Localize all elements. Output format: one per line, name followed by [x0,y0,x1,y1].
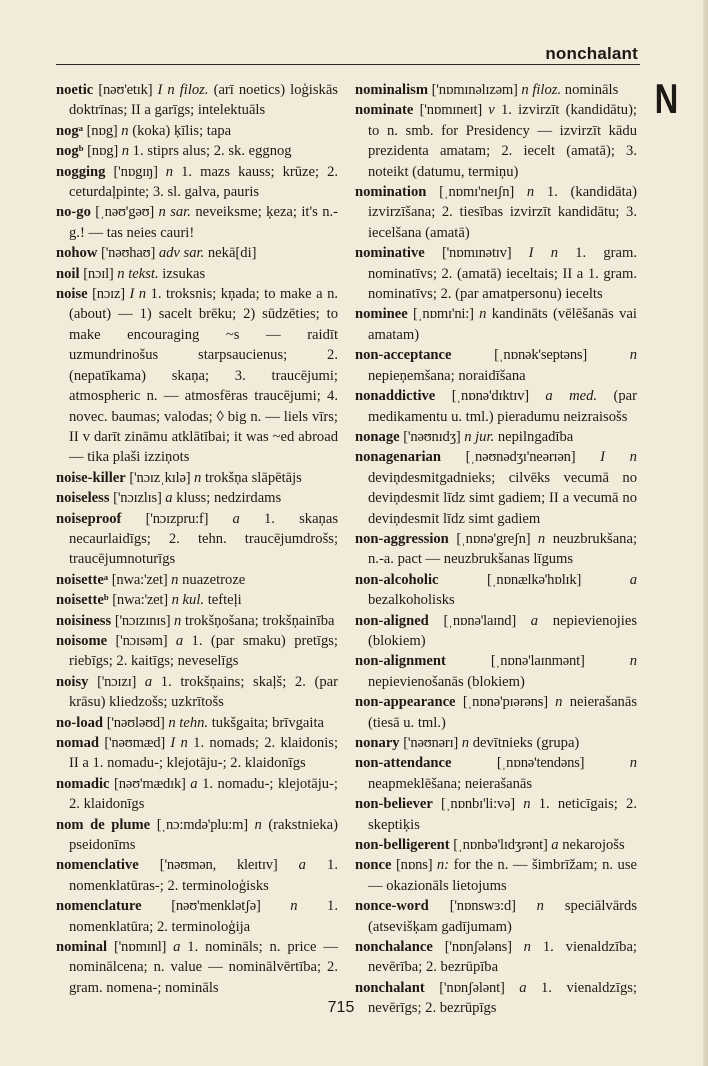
dictionary-entry [56,713,338,733]
part-of-speech: adv sar. [158,245,205,262]
dictionary-entry [355,447,637,529]
headword: non-belligerent [355,837,450,854]
left-column [56,80,338,998]
dictionary-entry [355,80,637,100]
dictionary-entry [56,509,338,570]
definition: 1. vienaldzīgs; nevērīgs; 2. bezrūpīgs [368,979,637,1017]
headword: non-aggression [355,530,449,547]
dictionary-entry [56,243,338,263]
definition: trokšņošana; trokšņainība [184,612,335,629]
part-of-speech: n [254,816,262,833]
pronunciation: ['nɔɪzpru:f] [145,510,209,527]
pronunciation: ['nəʊmæd] [104,735,166,751]
definition: 1. vienaldzība; nevērība; 2. bezrūpība [368,939,637,976]
part-of-speech: n [461,735,470,751]
definition: 1. nomenklatūra; 2. terminoloģija [69,898,338,935]
headword: nomenclature [56,898,142,915]
pronunciation: ['nɒgɪŋ] [113,163,158,180]
dictionary-entry [355,345,637,386]
part-of-speech: I n filoz. [157,82,209,98]
definition: neveiksme; ķeza; it's n.-g.! — tas neies cauri! [69,204,339,241]
definition: 1. gram. nominatīvs; 2. (amatā) ieceltais; II a 1. gram. nominatīvs; 2. (par amatpersonu) iecelts [368,245,638,303]
dictionary-entry [355,855,637,896]
part-of-speech: a [530,612,539,629]
part-of-speech: n [526,184,535,201]
pronunciation: [nəʊ'mædɪk] [114,775,186,792]
part-of-speech: I n [129,286,147,303]
headword: nominate [355,102,414,119]
headword: nominal [56,939,108,956]
headword: nomadic [56,775,110,792]
headword: noetic [56,82,94,98]
definition: (koka) ķīlis; tapa [132,122,232,139]
dictionary-entry [355,304,637,345]
definition: for the n. — šimbrīžam; n. use — okazionāls lietojums [368,857,637,894]
part-of-speech: n tehn. [168,714,209,731]
dictionary-entry [56,162,338,203]
headword: nonary [355,735,400,751]
pronunciation: [nɔɪl] [83,265,114,282]
pronunciation: ['nɒmɪneɪt] [419,102,482,119]
part-of-speech: n [629,653,637,670]
pronunciation: ['nəʊnɪdʒ] [403,428,461,445]
headword: noise [56,286,88,303]
running-head: nonchalant [545,44,638,63]
headword: nogᵇ [56,143,84,160]
headword: nogᵃ [56,122,83,139]
dictionary-entry [56,631,338,672]
pronunciation: ['nɔɪsəm] [115,632,168,649]
dictionary-entry [355,753,637,794]
dictionary-entry [355,937,637,978]
dictionary-entry [56,264,338,284]
definition: 1. izvirzīt (kandidātu); to n. smb. for Presidency — izvirzīt kādu prezidenta amatam; 2. iecelt (amatā); 3. noteikt (datumu, termiņu) [368,102,637,180]
pronunciation: [ˌnɒnək'septəns] [494,347,588,364]
pronunciation: [ˌnɒmɪ'ni:] [413,306,474,323]
definition: (rakstnieka) pseidonīms [69,816,339,854]
pronunciation: ['nɔɪzˌkɪlə] [129,469,191,486]
dictionary-entry [355,100,637,182]
definition: trokšņa slāpētājs [205,469,302,486]
definition: 1. trokšņains; skaļš; 2. (par krāsu) kliedzošs; uzkrītošs [69,673,338,711]
headword: nomenclative [56,857,139,874]
part-of-speech: n kul. [171,592,205,609]
definition: 1. neticīgais; 2. skeptiķis [368,796,638,833]
part-of-speech: n [171,571,179,588]
dictionary-entry [56,733,338,774]
part-of-speech: a [173,939,181,956]
dictionary-entry [355,529,637,570]
pronunciation: [ˌnɒnə'tendəns] [496,755,585,772]
pronunciation: ['nəʊhaʊ] [101,245,156,262]
headword: noil [56,265,80,282]
part-of-speech: v [488,102,495,119]
right-column [355,80,637,1019]
headword: noise-killer [56,469,126,486]
part-of-speech: a [232,510,240,527]
page-number: 715 [327,999,355,1016]
pronunciation: ['nɒmɪnəlɪzəm] [431,82,518,98]
part-of-speech: a [519,979,527,996]
dictionary-entry [355,182,637,243]
headword: nonce [355,857,392,874]
pronunciation: ['nəʊləʊd] [106,714,165,731]
headword: nohow [56,245,98,262]
pronunciation: ['nɒnswɜ:d] [449,898,516,915]
headword: nogging [56,163,106,180]
part-of-speech: n [629,347,637,364]
dictionary-entry [56,672,338,713]
dictionary-entry [355,835,637,855]
part-of-speech: a [298,857,306,874]
definition: tukšgaita; brīvgaita [211,714,324,731]
thumb-index-letter: N [654,75,678,122]
headword: no-go [56,204,91,221]
pronunciation: [ˌnɒnə'pɪərəns] [462,694,548,711]
headword: nonchalant [355,979,425,996]
part-of-speech: n [121,122,129,139]
part-of-speech: n: [436,857,450,874]
pronunciation: [ˌnɒnbə'lɪdʒrənt] [453,837,548,854]
pronunciation: ['nɔɪzɪ] [97,673,137,690]
definition: tefteļi [207,592,242,609]
dictionary-entry [56,80,338,121]
page-edge [703,0,708,1066]
headword: non-alignment [355,653,446,670]
definition: kluss; nedzirdams [176,490,282,507]
dictionary-entry [56,121,338,141]
headword: nonage [355,428,400,445]
headword: noisiness [56,612,112,629]
dictionary-entry [355,794,637,835]
headword: nominalism [355,82,428,98]
dictionary-entry [355,733,637,753]
part-of-speech: n jur. [464,428,495,445]
pronunciation: [ˌnɒnbɪ'li:və] [441,796,515,813]
definition: 1. nomadu-; klejotāju-; 2. klaidonīgs [69,775,338,813]
dictionary-entry [56,141,338,161]
headword: non-aligned [355,612,429,629]
definition: (par medikamentu u. tml.) pieradumu neizraisošs [368,388,637,425]
part-of-speech: n [165,163,174,180]
definition: nepievienojies (blokiem) [368,612,638,649]
dictionary-entry [355,386,637,427]
pronunciation: [nwa:'zet] [111,571,168,588]
headword: non-appearance [355,694,456,711]
pronunciation: ['nɒnʃələnt] [439,979,505,996]
headword: noisome [56,632,108,649]
headword: noiseless [56,490,110,507]
part-of-speech: a [190,775,198,792]
headword: nonagenarian [355,449,441,466]
dictionary-entry [355,692,637,733]
dictionary-entry [56,284,338,468]
pronunciation: [ˌnɒnə'greʃn] [456,530,531,547]
definition: neapmeklēšana; neierašanās [368,775,533,792]
part-of-speech: a [175,632,184,649]
dictionary-entry [56,855,338,896]
pronunciation: ['nɔɪzlɪs] [113,490,162,507]
definition: 1. troksnis; kņada; to make a n. (about) — 1) sacelt brēku; 2) sūdzēties; to make encouraging ~s — raidīt uzmundrinošus starpsaucienus; 2. (nepatīkama) skaņa; 3. traucējumi; atmospheric n. — atmosfēras traucējumi; 4. novec. baumas; valodas; ◊ big n. — liels vīrs; II v darīt zināmu atklātībai; it was ~ed abroad — tika plaši izziņots [69,286,339,466]
header-rule [56,64,640,65]
pronunciation: [ˌnəʊ'gəʊ] [95,204,155,221]
dictionary-entry [56,488,338,508]
headword: nomination [355,184,427,201]
definition: 1. nomināls; n. price — nominālcena; n. value — nominālvērtība; 2. gram. nomena-; nomināls [69,939,338,996]
pronunciation: ['nɒnʃələns] [444,939,512,956]
pronunciation: ['nɔɪzɪnɪs] [114,612,171,629]
definition: 1. nomads; 2. klaidonis; II a 1. nomadu-; klejotāju-; 2. klaidonīgs [69,735,339,772]
dictionary-entry [355,570,637,611]
pronunciation: [nɒg] [86,122,118,139]
pronunciation: [ˌnɒnə'laɪnmənt] [490,653,585,670]
definition: kandināts (vēlēšanās vai amatam) [368,306,637,343]
part-of-speech: n tekst. [117,265,159,282]
part-of-speech: n [536,898,544,915]
dictionary-entry [56,468,338,488]
definition: 1. mazs kauss; krūze; 2. ceturdaļpinte; 3. sl. galva, pauris [69,163,339,201]
headword: noisetteᵃ [56,571,109,588]
dictionary-entry [56,774,338,815]
definition: neierašanās (tiesā u. tml.) [368,694,638,731]
dictionary-entry [56,590,338,610]
definition: nekarojošs [562,837,625,854]
definition: devītnieks (grupa) [472,735,580,751]
pronunciation: ['nəʊmən, kleɪtɪv] [159,857,278,874]
part-of-speech: a [551,837,559,854]
pronunciation: [nəʊ'etɪk] [98,82,153,98]
pronunciation: [ˌnɔ:mdə'plu:m] [156,816,248,833]
part-of-speech: n [629,755,637,772]
pronunciation: [nɒg] [87,143,119,160]
pronunciation: [ˌnɒnə'laɪnd] [443,612,517,629]
dictionary-entry [56,937,338,998]
part-of-speech: a med. [545,388,598,405]
pronunciation: [nəʊ'menklətʃə] [171,898,261,915]
dictionary-entry [355,651,637,692]
headword: nom de plume [56,816,151,833]
part-of-speech: n [555,694,563,711]
definition: neuzbrukšana; n.-a. pact — neuzbrukšanas līgums [368,530,638,568]
part-of-speech: I n [170,735,188,751]
part-of-speech: I n [600,449,637,466]
definition: nekā[di] [207,245,257,262]
part-of-speech: n [537,530,546,547]
pronunciation: [ˌnɒnə'dɪktɪv] [451,388,529,405]
headword: nomad [56,735,99,751]
part-of-speech: n [523,796,531,813]
definition: nepievienošanās (blokiem) [368,673,525,690]
definition: (arī noetics) loģiskās doktrīnas; II a garīgs; intelektuāls [69,82,338,119]
definition: 1. (kandidāta) izvirzīšana; 2. tiesības izvirzīt kandidātu; 3. iecelšana (amatā) [368,184,637,241]
part-of-speech: n [290,898,298,915]
headword: noisy [56,673,89,690]
dictionary-entry [355,243,637,304]
headword: nonce-word [355,898,429,915]
definition: 1. stiprs alus; 2. sk. eggnog [132,143,292,160]
part-of-speech: a [144,673,153,690]
dictionary-entry [355,611,637,652]
headword: nominative [355,245,425,262]
dictionary-entry [56,570,338,590]
part-of-speech: n [174,612,182,629]
pronunciation: [nɔɪz] [92,286,125,303]
dictionary-entry [56,202,338,243]
headword: nominee [355,306,408,323]
definition: speciālvārds (atsevišķam gadījumam) [368,898,638,935]
definition: nepilngadība [497,428,574,445]
definition: izsukas [162,265,206,282]
pronunciation: ['nɒmɪnətɪv] [441,245,512,262]
dictionary-entry [355,896,637,937]
headword: noisetteᵇ [56,592,109,609]
part-of-speech: a [165,490,173,507]
part-of-speech: n sar. [158,204,191,221]
definition: nepieņemšana; noraidīšana [368,367,526,384]
dictionary-entry [56,896,338,937]
pronunciation: [ˌnɒnælkə'hɒlɪk] [487,571,582,588]
definition: 1. nomenklatūras-; 2. terminoloģisks [69,857,338,894]
headword: non-acceptance [355,347,452,364]
definition: deviņdesmitgadnieks; cilvēks vecumā no deviņdesmit līdz simt gadiem; II a vecumā no deviņdesmit līdz simt gadiem [368,469,637,527]
dictionary-entry [56,611,338,631]
definition: nomināls [564,82,619,98]
pronunciation: [ˌnɒmɪ'neɪʃn] [439,184,515,201]
part-of-speech: a [629,571,637,588]
part-of-speech: n filoz. [521,82,562,98]
pronunciation: [nwa:'zet] [112,592,168,609]
dictionary-entry [56,815,338,856]
pronunciation: ['nəʊnərɪ] [403,735,459,751]
pronunciation: [ˌnəʊnədʒɪ'neərɪən] [465,449,576,466]
headword: non-believer [355,796,433,813]
headword: no-load [56,714,104,731]
headword: noiseproof [56,510,122,527]
headword: non-alcoholic [355,571,439,588]
definition: bezalkoholisks [368,592,455,609]
definition: 1. (par smaku) pretīgs; riebīgs; 2. kaitīgs; neveselīgs [69,632,338,670]
headword: nonchalance [355,939,433,956]
dictionary-entry [355,427,637,447]
definition: 1. skaņas necaurlaidīgs; 2. tehn. traucējumdrošs; traucējumnoturīgs [69,510,338,568]
part-of-speech: n [479,306,487,323]
headword: non-attendance [355,755,452,772]
pronunciation: [nɒns] [395,857,433,874]
part-of-speech: n [194,469,202,486]
part-of-speech: n [523,939,531,956]
part-of-speech: I n [528,245,559,262]
headword: nonaddictive [355,388,436,405]
pronunciation: ['nɒmɪnl] [113,939,167,956]
definition: nuazetroze [182,571,246,588]
part-of-speech: n [121,143,130,160]
